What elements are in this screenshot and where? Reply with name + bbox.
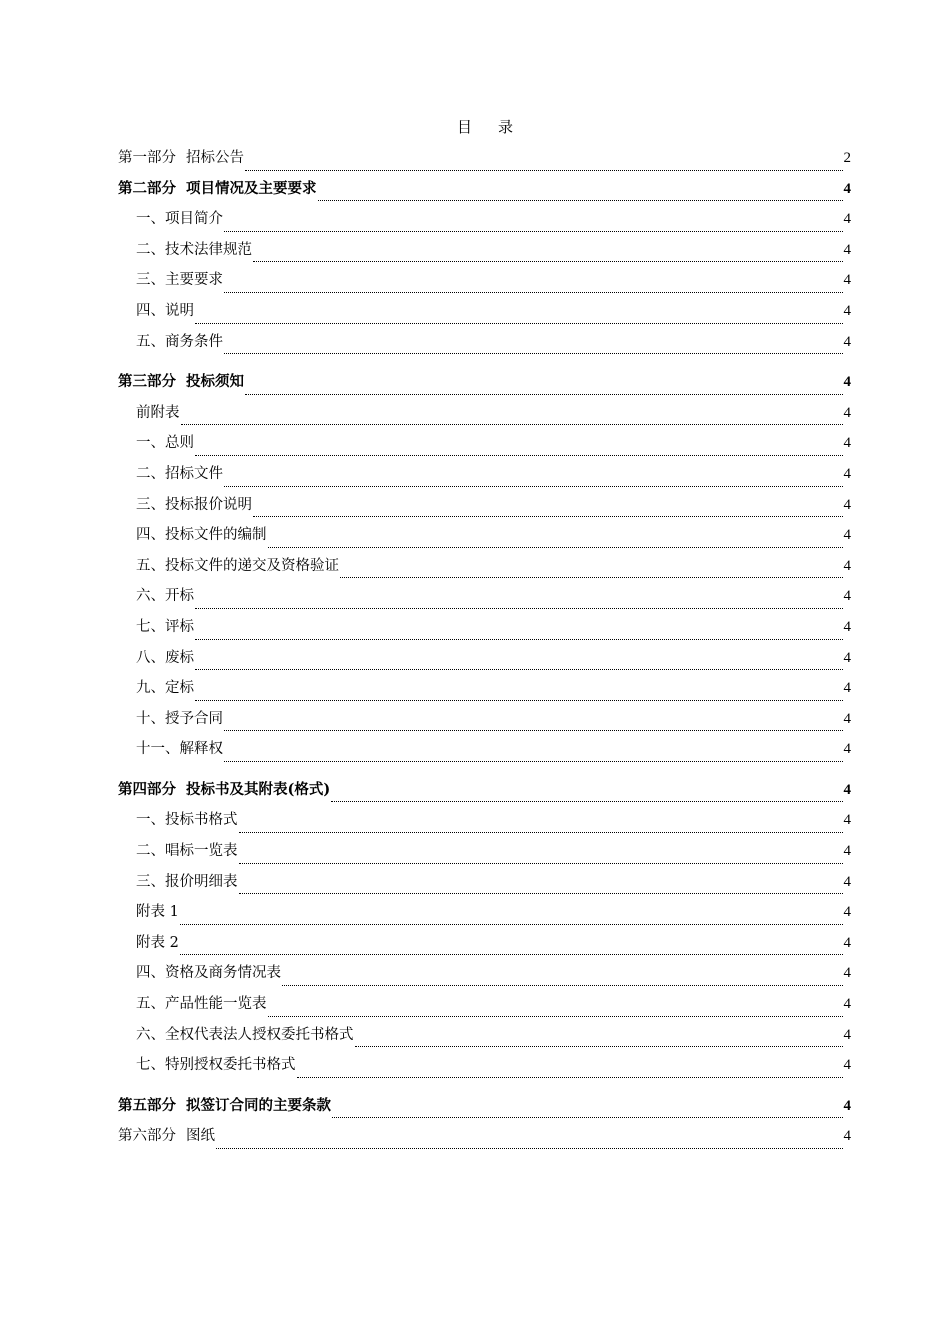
toc-page-number: 4 — [843, 812, 851, 829]
toc-part-number: 第五部分 — [118, 1096, 176, 1114]
toc-entry-label — [118, 1124, 215, 1148]
toc-page-number: 4 — [843, 374, 851, 391]
toc-entry[interactable] — [118, 554, 851, 585]
toc-entry-text: 二、招标文件 — [136, 465, 223, 482]
toc-entry-text: 五、产品性能一览表 — [136, 996, 267, 1013]
toc-entry-text: 七、特别授权委托书格式 — [136, 1057, 296, 1074]
toc-entry-text: 拟签订合同的主要条款 — [186, 1096, 331, 1114]
toc-page-number: 4 — [843, 843, 851, 860]
toc-entry-label — [136, 462, 223, 486]
toc-entry-label — [136, 523, 267, 547]
toc-page-number: 4 — [843, 873, 851, 890]
toc-dot-leader — [195, 322, 843, 324]
toc-entry[interactable] — [118, 808, 851, 839]
toc-entry-label — [136, 615, 194, 639]
toc-part-number: 第二部分 — [118, 179, 176, 197]
toc-entry-text: 五、投标文件的递交及资格验证 — [136, 557, 339, 574]
toc-page-number: 4 — [843, 404, 851, 421]
toc-entry[interactable] — [118, 961, 851, 992]
toc-page-number: 4 — [843, 741, 851, 758]
toc-entry-text: 五、商务条件 — [136, 333, 223, 350]
toc-page-number: 4 — [843, 180, 851, 197]
toc-entry-text: 六、全权代表法人授权委托书格式 — [136, 1026, 354, 1043]
toc-dot-leader — [268, 1015, 843, 1017]
toc-dot-leader — [224, 729, 843, 731]
toc-page-number: 4 — [843, 1128, 851, 1145]
toc-page-number: 4 — [843, 996, 851, 1013]
toc-entry[interactable] — [118, 676, 851, 707]
toc-page-number: 4 — [843, 934, 851, 951]
toc-entry-label — [136, 900, 179, 924]
toc-entry-label — [136, 839, 238, 863]
toc-page-number: 4 — [843, 302, 851, 319]
toc-page-number: 4 — [843, 588, 851, 605]
toc-dot-leader — [195, 668, 843, 670]
toc-entry-text: 十一、解释权 — [136, 741, 223, 758]
toc-entry[interactable] — [118, 1023, 851, 1054]
toc-entry-label — [136, 238, 252, 262]
toc-entry-label — [136, 330, 223, 354]
toc-entry-text: 项目情况及主要要求 — [186, 179, 317, 197]
toc-dot-leader — [180, 953, 843, 955]
toc-entry-part[interactable] — [118, 177, 851, 208]
toc-dot-leader — [268, 546, 843, 548]
toc-entry-label — [136, 1023, 354, 1047]
toc-title-char-1: 目 — [456, 118, 472, 136]
toc-title — [0, 116, 950, 137]
toc-dot-leader — [224, 291, 843, 293]
toc-entry-text: 九、定标 — [136, 680, 194, 697]
toc-list — [118, 146, 851, 1155]
toc-entry[interactable] — [118, 707, 851, 738]
toc-entry[interactable] — [118, 431, 851, 462]
toc-page-number: 2 — [843, 150, 851, 166]
toc-entry-text: 二、技术法律规范 — [136, 241, 252, 258]
toc-page-number: 4 — [843, 710, 851, 727]
toc-entry-label — [136, 1053, 296, 1077]
toc-entry-text: 八、废标 — [136, 649, 194, 666]
toc-entry-part[interactable] — [118, 778, 851, 809]
toc-page-number: 4 — [843, 272, 851, 289]
toc-dot-leader — [216, 1147, 843, 1149]
toc-entry-text: 一、投标书格式 — [136, 812, 238, 829]
toc-part-number: 第六部分 — [118, 1128, 176, 1145]
toc-entry-text: 四、投标文件的编制 — [136, 527, 267, 544]
toc-entry[interactable] — [118, 839, 851, 870]
toc-dot-leader — [253, 515, 843, 517]
toc-entry-label — [136, 931, 179, 955]
toc-entry-label — [136, 737, 223, 761]
toc-entry-text: 十、授予合同 — [136, 710, 223, 727]
toc-entry-text: 一、总则 — [136, 435, 194, 452]
toc-entry-text: 前附表 — [136, 404, 180, 421]
toc-entry-text: 投标须知 — [186, 373, 244, 391]
toc-page-number: 4 — [843, 241, 851, 258]
toc-page-number: 4 — [843, 1057, 851, 1074]
toc-entry-label — [136, 584, 194, 608]
toc-entry-text: 招标公告 — [186, 150, 244, 166]
toc-page-number: 4 — [843, 680, 851, 697]
toc-dot-leader — [245, 393, 843, 395]
toc-entry-text: 三、主要要求 — [136, 272, 223, 289]
toc-dot-leader — [195, 638, 843, 640]
toc-page-number: 4 — [843, 904, 851, 921]
toc-dot-leader — [340, 576, 843, 578]
toc-page-number: 4 — [843, 496, 851, 513]
toc-entry-text: 一、项目简介 — [136, 211, 223, 228]
toc-entry-text: 四、资格及商务情况表 — [136, 965, 281, 982]
toc-dot-leader — [195, 607, 843, 609]
toc-entry[interactable] — [118, 1053, 851, 1084]
toc-entry-label — [136, 207, 223, 231]
toc-entry-label — [136, 992, 267, 1016]
toc-part-number: 第一部分 — [118, 150, 176, 166]
toc-entry[interactable] — [118, 268, 851, 299]
toc-entry[interactable] — [118, 584, 851, 615]
toc-entry-label — [136, 431, 194, 455]
toc-dot-leader — [224, 352, 843, 354]
toc-dot-leader — [331, 800, 842, 802]
toc-page-number: 4 — [843, 557, 851, 574]
toc-entry-text: 三、报价明细表 — [136, 873, 238, 890]
toc-dot-leader — [239, 831, 843, 833]
toc-page-number: 4 — [843, 965, 851, 982]
toc-dot-leader — [253, 260, 843, 262]
toc-part-number: 第三部分 — [118, 373, 176, 391]
toc-entry-label — [136, 707, 223, 731]
toc-dot-leader — [224, 760, 843, 762]
toc-page-number: 4 — [843, 1026, 851, 1043]
toc-entry-label — [136, 870, 238, 894]
toc-entry-text: 三、投标报价说明 — [136, 496, 252, 513]
toc-entry[interactable] — [118, 493, 851, 524]
toc-page-number: 4 — [843, 1097, 851, 1114]
toc-entry-text: 六、开标 — [136, 588, 194, 605]
toc-page-number: 4 — [843, 527, 851, 544]
toc-entry[interactable] — [118, 401, 851, 432]
toc-dot-leader — [239, 892, 843, 894]
toc-entry[interactable] — [118, 992, 851, 1023]
toc-dot-leader — [239, 862, 843, 864]
toc-entry[interactable] — [118, 462, 851, 493]
toc-entry-text: 附表 2 — [136, 934, 179, 951]
toc-dot-leader — [195, 454, 843, 456]
toc-part-number: 第四部分 — [118, 780, 176, 798]
toc-page-number: 4 — [843, 465, 851, 482]
toc-dot-leader — [180, 923, 843, 925]
toc-title-char-2: 录 — [498, 118, 514, 136]
toc-entry-text: 图纸 — [186, 1128, 215, 1145]
toc-entry-label — [136, 268, 223, 292]
toc-entry-label — [118, 1094, 331, 1118]
toc-entry-label — [136, 554, 339, 578]
toc-entry[interactable] — [118, 900, 851, 931]
toc-dot-leader — [318, 199, 843, 201]
toc-dot-leader — [245, 169, 843, 171]
toc-page-number: 4 — [843, 649, 851, 666]
toc-entry-label — [118, 370, 244, 394]
toc-entry-label — [136, 961, 281, 985]
toc-entry-text: 四、说明 — [136, 302, 194, 319]
toc-page-number: 4 — [843, 618, 851, 635]
toc-entry-label — [118, 177, 317, 201]
toc-page-number: 4 — [843, 781, 851, 798]
toc-entry-label — [136, 646, 194, 670]
toc-entry[interactable] — [118, 737, 851, 768]
toc-entry-label — [136, 493, 252, 517]
toc-entry-part[interactable] — [118, 1094, 851, 1125]
toc-dot-leader — [181, 423, 843, 425]
toc-entry[interactable] — [118, 931, 851, 962]
toc-entry[interactable] — [118, 523, 851, 554]
toc-entry-label — [136, 676, 194, 700]
toc-entry-label — [118, 778, 330, 802]
toc-dot-leader — [195, 699, 843, 701]
toc-entry[interactable] — [118, 615, 851, 646]
toc-entry[interactable] — [118, 238, 851, 269]
toc-entry-part[interactable] — [118, 370, 851, 401]
toc-dot-leader — [224, 230, 843, 232]
toc-entry-label — [136, 401, 180, 425]
toc-page-number: 4 — [843, 333, 851, 350]
toc-entry[interactable] — [118, 646, 851, 677]
toc-entry-text: 投标书及其附表(格式) — [186, 780, 331, 798]
toc-entry-label — [136, 299, 194, 323]
toc-entry-text: 七、评标 — [136, 618, 194, 635]
toc-entry[interactable] — [118, 330, 851, 361]
toc-entry-part[interactable] — [118, 146, 851, 177]
toc-entry-part[interactable] — [118, 1124, 851, 1155]
toc-dot-leader — [297, 1076, 843, 1078]
toc-dot-leader — [332, 1116, 843, 1118]
toc-dot-leader — [355, 1045, 843, 1047]
toc-dot-leader — [282, 984, 843, 986]
toc-page-number: 4 — [843, 435, 851, 452]
toc-entry-text: 附表 1 — [136, 904, 179, 921]
toc-entry-label — [118, 146, 244, 170]
toc-entry-text: 二、唱标一览表 — [136, 843, 238, 860]
toc-entry[interactable] — [118, 870, 851, 901]
toc-entry[interactable] — [118, 207, 851, 238]
toc-page-number: 4 — [843, 211, 851, 228]
toc-dot-leader — [224, 485, 843, 487]
toc-entry-label — [136, 808, 238, 832]
toc-entry[interactable] — [118, 299, 851, 330]
